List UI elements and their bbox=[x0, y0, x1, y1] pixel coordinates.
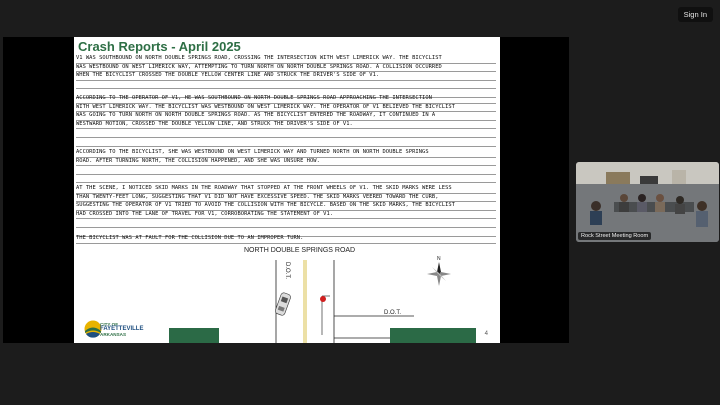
report-paragraph bbox=[76, 55, 496, 98]
text-line: SUGGESTING THE OPERATOR OF V1 TRIED TO AVOID THE COLLISION WITH THE BICYCLE. BASED ON THE SKID MARKS, THE BICYCLIST bbox=[76, 202, 496, 211]
blank-line bbox=[76, 175, 496, 184]
report-paragraph bbox=[76, 185, 496, 237]
text-line: ACCORDING TO THE OPERATOR OF V1, HE WAS SOUTHBOUND ON NORTH DOUBLE SPRINGS ROAD APPROACHING THE INTERSECTION bbox=[76, 95, 496, 104]
text-line: WAS WESTBOUND ON WEST LIMERICK WAY, ATTEMPTING TO TURN NORTH ON NORTH DOUBLE SPRINGS ROAD. A COLLISION OCCURRED bbox=[76, 64, 496, 73]
text-line: HAD CROSSED INTO THE LANE OF TRAVEL FOR V1, CORROBORATING THE STATEMENT OF V1. bbox=[76, 211, 496, 220]
text-line: WHEN THE BICYCLIST CROSSED THE DOUBLE YELLOW CENTER LINE AND STRUCK THE DRIVER'S SIDE OF V1. bbox=[76, 72, 496, 81]
text-line: V1 WAS SOUTHBOUND ON NORTH DOUBLE SPRINGS ROAD, CROSSING THE INTERSECTION WITH WEST LIMERICK WAY. THE BICYCLIST bbox=[76, 55, 496, 64]
road-label-dot-horizontal: D.O.T. bbox=[384, 310, 402, 316]
footer-bar-left bbox=[169, 328, 219, 343]
text-line: WAS GOING TO TURN NORTH ON NORTH DOUBLE SPRINGS ROAD. AS THE BICYCLIST ENTERED THE ROADWAY, IT CONTINUED IN A bbox=[76, 112, 496, 121]
page-number: 4 bbox=[484, 331, 488, 337]
text-line: WITH WEST LIMERICK WAY. THE BICYCLIST WAS WESTBOUND ON WEST LIMERICK WAY. THE OPERATOR OF V1 BELIEVED THE BICYCLIST bbox=[76, 104, 496, 113]
text-line: THE BICYCLIST WAS AT FAULT FOR THE COLLISION DUE TO AN IMPROPER TURN. bbox=[76, 235, 496, 244]
blank-line bbox=[76, 138, 496, 147]
road-label-north-double-springs: NORTH DOUBLE SPRINGS ROAD bbox=[244, 247, 356, 254]
logo-line-fayetteville: FAYETTEVILLE bbox=[100, 326, 144, 333]
text-line: WESTWARD MOTION, CROSSED THE DOUBLE YELLOW LINE, AND STRUCK THE DRIVER'S SIDE OF V1. bbox=[76, 121, 496, 130]
meeting-room-video bbox=[576, 162, 719, 242]
blank-line bbox=[76, 219, 496, 228]
road-label-dot-vertical: D.O.T. bbox=[284, 262, 290, 280]
city-logo-text bbox=[100, 322, 143, 338]
participant-video-tile[interactable] bbox=[576, 162, 719, 242]
bicyclist-marker-icon bbox=[320, 296, 326, 302]
text-line: AT THE SCENE, I NOTICED SKID MARKS IN THE ROADWAY THAT STOPPED AT THE FRONT WHEELS OF V1. THE SKID MARKS WERE LESS bbox=[76, 185, 496, 194]
compass-north-label: N bbox=[437, 256, 441, 262]
blank-line bbox=[76, 129, 496, 138]
vehicle-v1-icon bbox=[274, 292, 291, 316]
participant-name-label: Rock Street Meeting Room bbox=[578, 232, 651, 240]
presentation-slide bbox=[74, 37, 500, 343]
slide-title: Crash Reports - April 2025 bbox=[78, 39, 241, 54]
report-paragraph bbox=[76, 95, 496, 147]
text-line: THAN TWENTY-FEET LONG, SUGGESTING THAT V1 DID NOT HAVE EXCESSIVE SPEED. THE SKID MARKS VEERED TOWARD THE CURB, bbox=[76, 194, 496, 203]
sign-in-button[interactable]: Sign In bbox=[678, 7, 713, 22]
footer-bar-right bbox=[390, 328, 476, 343]
text-line: ROAD. AFTER TURNING NORTH, THE COLLISION HAPPENED, AND SHE WAS UNSURE HOW. bbox=[76, 158, 496, 167]
compass-icon bbox=[427, 256, 451, 286]
logo-line-city-of: CITY OF bbox=[100, 322, 119, 327]
blank-line bbox=[76, 81, 496, 90]
report-paragraph bbox=[76, 149, 496, 183]
text-line: ACCORDING TO THE BICYCLIST, SHE WAS WESTBOUND ON WEST LIMERICK WAY AND TURNED NORTH ON NORTH DOUBLE SPRINGS bbox=[76, 149, 496, 158]
blank-line bbox=[76, 166, 496, 175]
logo-line-arkansas: ARKANSAS bbox=[100, 332, 127, 338]
